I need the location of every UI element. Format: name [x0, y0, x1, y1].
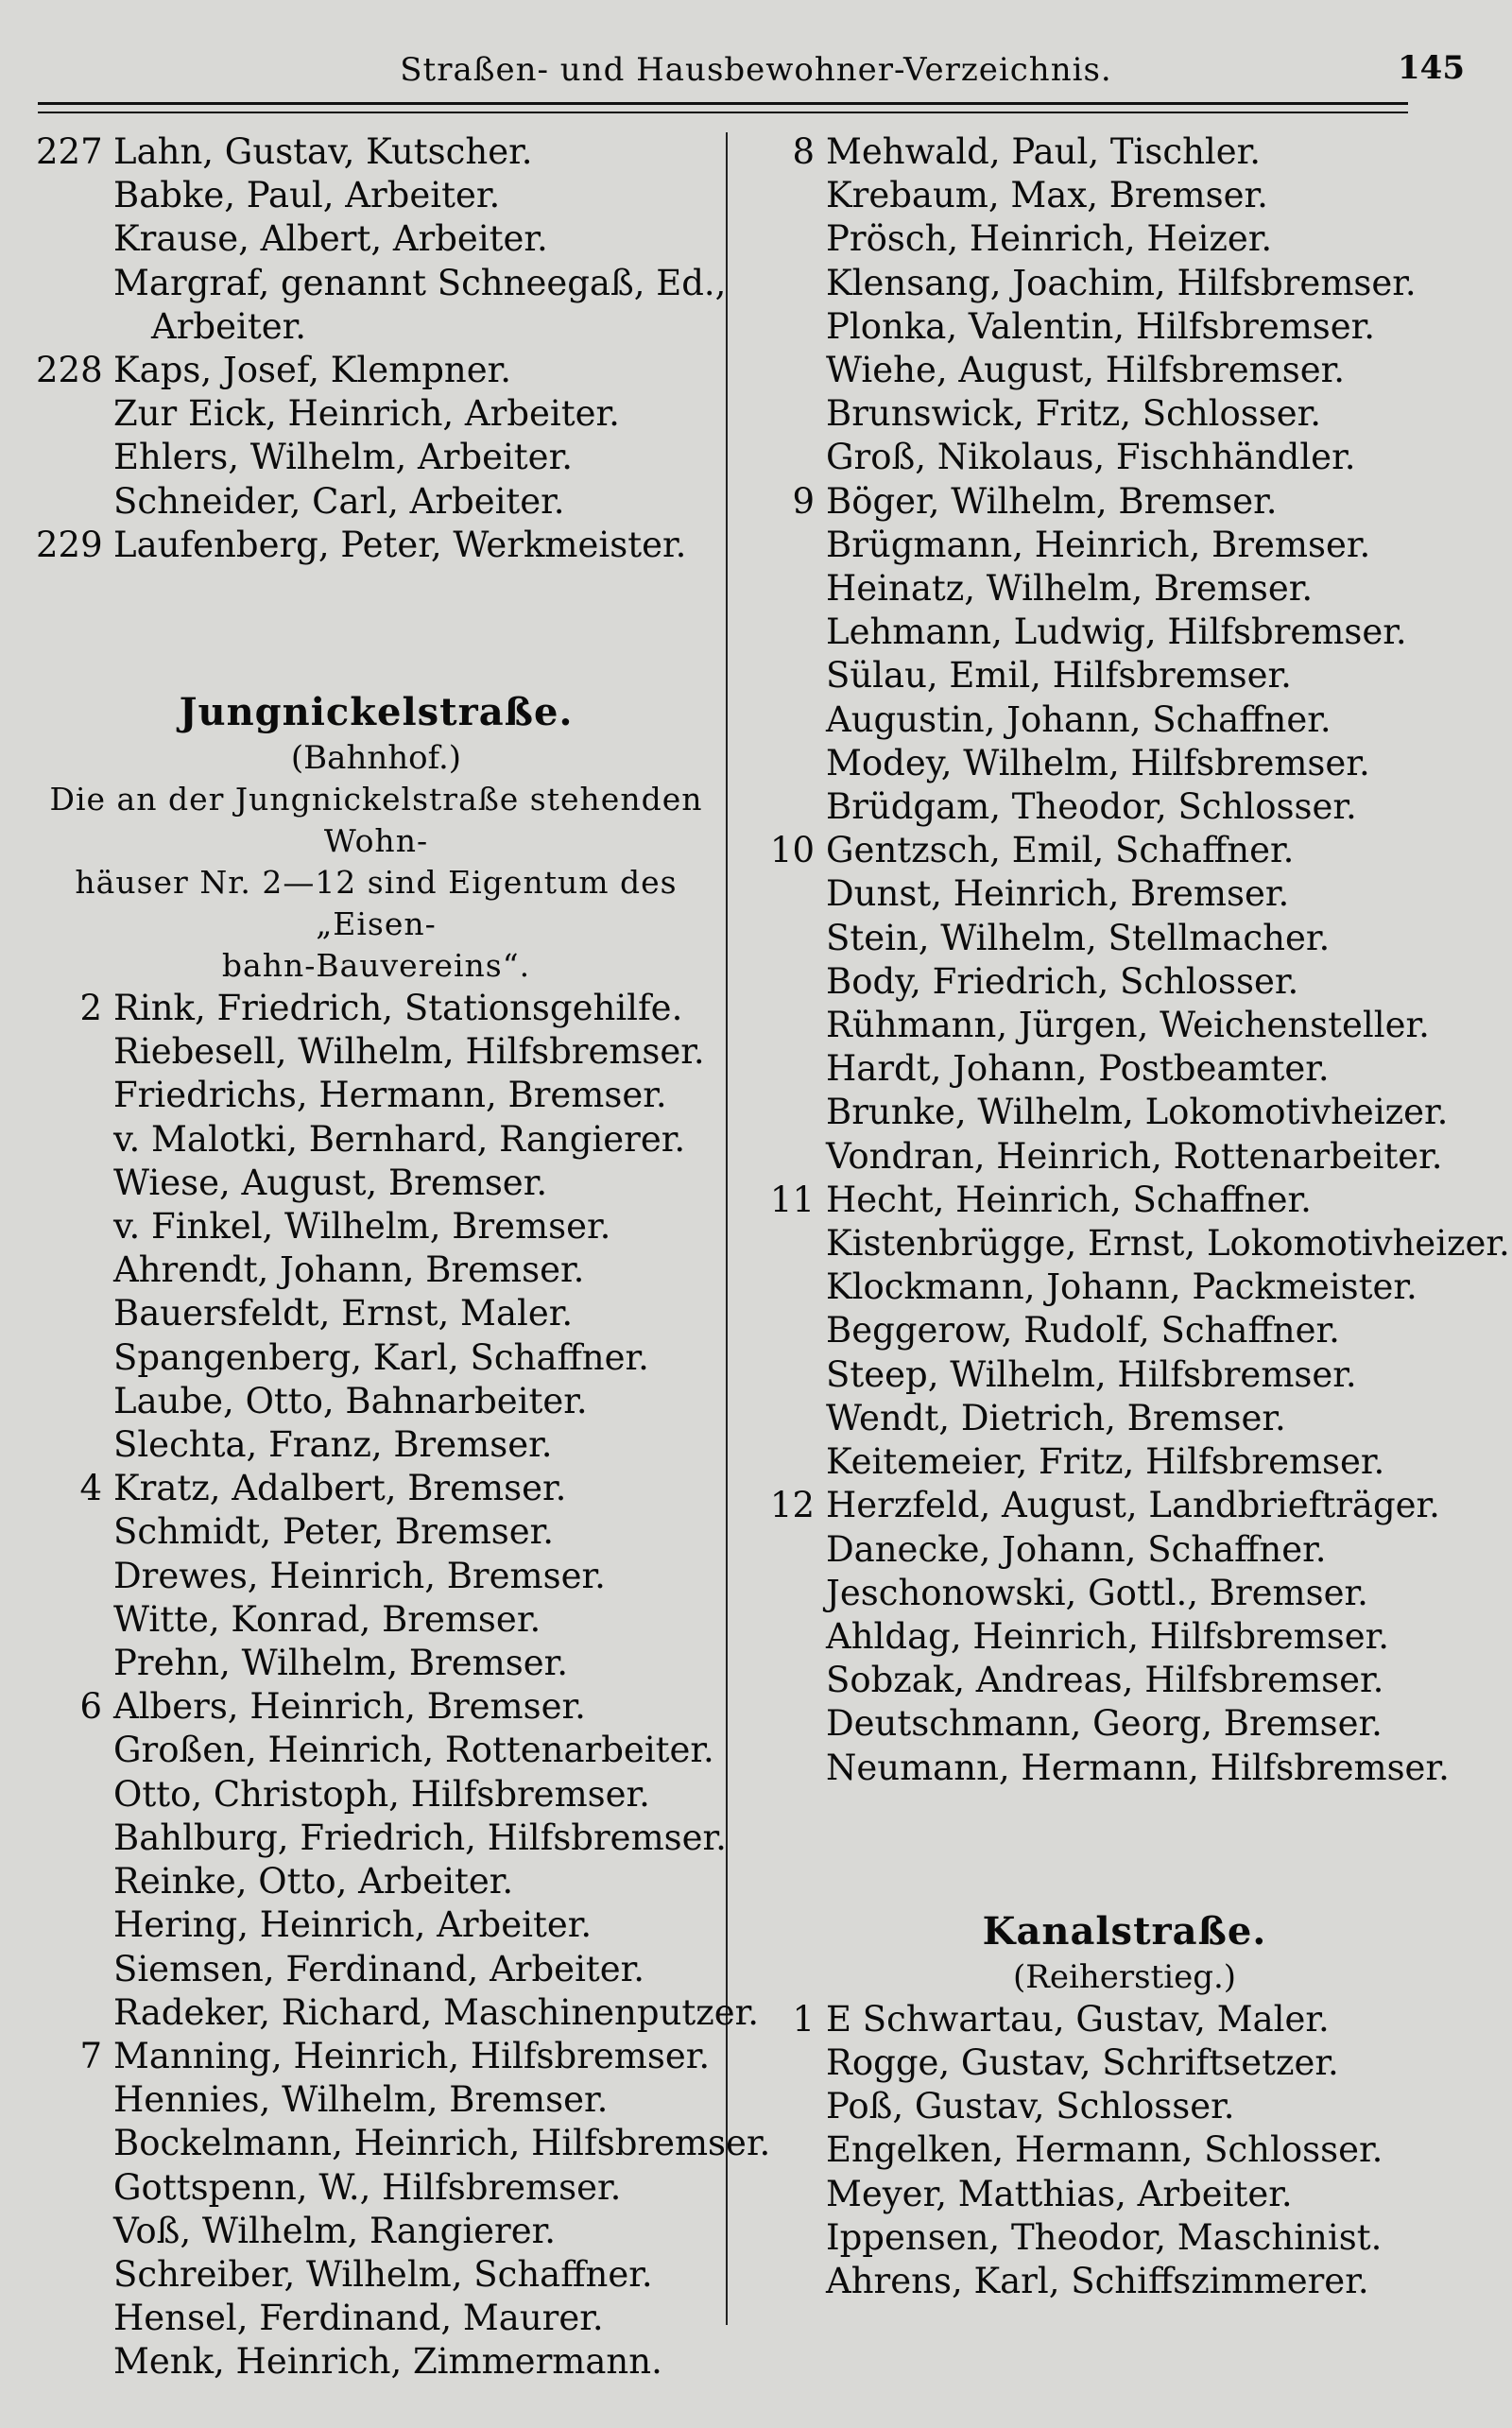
house-number — [756, 567, 826, 611]
list-item — [36, 1423, 716, 1467]
list-item — [36, 1685, 716, 1729]
resident-entry: Laufenberg, Peter, Werkmeister. — [113, 524, 687, 565]
resident-entry: Margraf, genannt Schneegaß, Ed., — [113, 262, 727, 303]
house-number: 227 — [36, 131, 103, 172]
house-number — [36, 1030, 113, 1074]
street-note-line: Die an der Jungnickelstraße stehenden Wohn- — [49, 781, 703, 860]
house-number — [36, 1903, 113, 1947]
house-number: 12 — [769, 1485, 815, 1526]
house-number — [756, 1353, 826, 1397]
resident-entry: Witte, Konrad, Bremser. — [113, 1598, 541, 1640]
resident-entry: Kaps, Josef, Klempner. — [113, 350, 512, 391]
resident-entry: Modey, Wilhelm, Hilfsbremser. — [826, 742, 1370, 784]
resident-entry: Brüdgam, Theodor, Schlosser. — [826, 786, 1357, 828]
resident-entry: Keitemeier, Fritz, Hilfsbremser. — [826, 1441, 1385, 1483]
house-number — [36, 436, 113, 479]
resident-entry: E Schwartau, Gustav, Maler. — [826, 1998, 1330, 2040]
list-item — [36, 1642, 716, 1685]
house-number — [36, 262, 113, 305]
list-item — [36, 1991, 760, 2035]
house-number — [36, 1555, 113, 1598]
resident-entry: Beggerow, Rudolf, Schaffner. — [826, 1310, 1340, 1352]
header-rule-thin — [38, 112, 1408, 113]
resident-entry: Sobzak, Andreas, Hilfsbremser. — [826, 1660, 1384, 1701]
resident-entry: Böger, Wilhelm, Bremser. — [826, 480, 1278, 522]
list-item — [756, 1998, 1493, 2041]
street-note-line: häuser Nr. 2—12 sind Eigentum des „Eisen- — [75, 864, 678, 943]
list-item — [756, 960, 1493, 1004]
house-number — [756, 2128, 826, 2172]
house-number — [36, 174, 113, 217]
street-heading-kanalstrasse — [756, 1907, 1493, 1998]
list-item — [756, 436, 1493, 479]
house-number: 6 — [79, 1686, 102, 1728]
house-number — [756, 917, 826, 960]
house-number: 9 — [792, 480, 815, 522]
list-item — [756, 262, 1493, 305]
house-number — [36, 1118, 113, 1162]
right-column — [756, 130, 1510, 2303]
resident-entry: Kratz, Adalbert, Bremser. — [113, 1468, 567, 1509]
list-item — [36, 1903, 716, 1947]
page-header — [38, 45, 1474, 100]
house-number — [756, 785, 826, 829]
list-item — [756, 524, 1493, 567]
resident-entry: Bockelmann, Heinrich, Hilfsbremser. — [113, 2123, 771, 2164]
resident-entry: Hecht, Heinrich, Schaffner. — [826, 1179, 1312, 1220]
street-title: Kanalstraße. — [982, 1908, 1267, 1954]
list-item — [756, 698, 1493, 742]
house-number — [36, 1948, 113, 1991]
resident-entry: Rühmann, Jürgen, Weichensteller. — [826, 1005, 1430, 1046]
list-item — [756, 1484, 1493, 1527]
list-item — [36, 1336, 716, 1380]
house-number — [36, 2253, 113, 2297]
house-number — [756, 1572, 826, 1615]
house-number — [36, 1423, 113, 1467]
house-number — [756, 2173, 826, 2216]
resident-entry: Krause, Albert, Arbeiter. — [113, 218, 548, 260]
resident-entry: Friedrichs, Hermann, Bremser. — [113, 1075, 667, 1116]
list-item — [756, 1091, 1493, 1134]
house-number: 229 — [36, 524, 103, 565]
resident-entry: Laube, Otto, Bahnarbeiter. — [113, 1380, 588, 1421]
house-number — [756, 2260, 826, 2303]
resident-entry: Gottspenn, W., Hilfsbremser. — [113, 2166, 622, 2208]
resident-entry: Wendt, Dietrich, Bremser. — [826, 1397, 1286, 1438]
house-number — [36, 2297, 113, 2340]
house-number — [756, 960, 826, 1004]
list-item — [756, 567, 1493, 611]
resident-entry: Hering, Heinrich, Arbeiter. — [113, 1904, 593, 1946]
left-entries — [36, 987, 771, 2385]
resident-entry: Ehlers, Wilhelm, Arbeiter. — [113, 437, 573, 478]
list-item — [756, 611, 1493, 654]
house-number — [36, 2122, 113, 2165]
resident-entry: Brügmann, Heinrich, Bremser. — [826, 524, 1371, 565]
house-number — [36, 1248, 113, 1292]
house-number — [756, 217, 826, 261]
list-item — [756, 1004, 1493, 1047]
list-item — [36, 1162, 716, 1205]
list-item — [36, 2122, 771, 2165]
resident-entry: Augustin, Johann, Schaffner. — [826, 698, 1332, 740]
house-number — [756, 1309, 826, 1352]
house-number — [756, 436, 826, 479]
list-item — [756, 305, 1493, 349]
street-subtitle: (Reiherstieg.) — [1012, 1957, 1237, 1996]
house-number — [36, 1380, 113, 1423]
resident-entry: Ahldag, Heinrich, Hilfsbremser. — [826, 1615, 1389, 1657]
resident-entry: v. Finkel, Wilhelm, Bremser. — [113, 1206, 611, 1248]
house-number: 7 — [79, 2035, 102, 2076]
list-item — [36, 1773, 716, 1817]
list-item — [36, 1248, 716, 1292]
resident-entry: Ippensen, Theodor, Maschinist. — [826, 2216, 1383, 2258]
house-number — [36, 1205, 113, 1248]
resident-entry: Wiese, August, Bremser. — [113, 1162, 548, 1203]
house-number: 11 — [769, 1179, 815, 1220]
house-number — [756, 2041, 826, 2085]
street-subtitle: (Bahnhof.) — [290, 739, 462, 778]
list-item — [756, 1309, 1493, 1352]
list-item — [756, 2085, 1493, 2128]
house-number — [756, 2216, 826, 2260]
list-item — [756, 1047, 1493, 1091]
resident-entry: Lahn, Gustav, Kutscher. — [113, 131, 533, 172]
house-number — [756, 1659, 826, 1702]
house-number — [36, 217, 113, 261]
list-item — [36, 436, 716, 479]
house-number — [756, 1702, 826, 1746]
list-item — [36, 392, 716, 436]
house-number — [36, 1817, 113, 1860]
list-item — [36, 1948, 716, 1991]
resident-entry: v. Malotki, Bernhard, Rangierer. — [113, 1118, 686, 1160]
resident-entry: Radeker, Richard, Maschinenputzer. — [113, 1991, 760, 2033]
house-number: 2 — [79, 988, 102, 1029]
list-item — [36, 130, 716, 174]
house-number — [756, 1047, 826, 1091]
house-number — [36, 305, 113, 349]
list-item — [36, 2078, 716, 2122]
resident-entry: Body, Friedrich, Schlosser. — [826, 960, 1299, 1002]
list-item — [36, 524, 716, 567]
resident-entry: Jeschonowski, Gottl., Bremser. — [826, 1572, 1368, 1613]
list-item — [36, 1074, 716, 1117]
house-number — [36, 1991, 113, 2035]
list-item — [36, 1118, 716, 1162]
house-number — [36, 392, 113, 436]
list-item — [36, 2253, 716, 2297]
resident-entry: Babke, Paul, Arbeiter. — [113, 175, 501, 216]
house-number — [756, 392, 826, 436]
resident-entry: Engelken, Hermann, Schlosser. — [826, 2129, 1383, 2171]
list-item — [36, 1205, 716, 1248]
resident-entry: Kistenbrügge, Ernst, Lokomotivheizer. — [826, 1223, 1510, 1265]
resident-entry: Rink, Friedrich, Stationsgehilfe. — [113, 988, 683, 1029]
house-number — [36, 1642, 113, 1685]
house-number — [756, 1004, 826, 1047]
header-rule — [38, 102, 1408, 105]
house-number — [756, 305, 826, 349]
list-item — [756, 1222, 1510, 1266]
house-number — [36, 1598, 113, 1642]
list-item — [756, 1572, 1493, 1615]
list-item — [756, 654, 1493, 697]
resident-entry: Herzfeld, August, Landbriefträger. — [826, 1485, 1440, 1526]
resident-entry: Albers, Heinrich, Bremser. — [113, 1686, 586, 1728]
house-number — [756, 742, 826, 785]
resident-entry: Ahrens, Karl, Schiffszimmerer. — [826, 2260, 1369, 2301]
house-number — [756, 1440, 826, 1484]
resident-entry: Hardt, Johann, Postbeamter. — [826, 1048, 1330, 1090]
list-item — [36, 1729, 716, 1772]
list-item — [756, 1179, 1493, 1222]
list-item — [36, 2035, 716, 2078]
list-item — [756, 392, 1493, 436]
house-number — [36, 1729, 113, 1772]
resident-entry: Spangenberg, Karl, Schaffner. — [113, 1336, 649, 1378]
street-note-line: bahn-Bauvereins“. — [221, 947, 531, 985]
house-number — [756, 524, 826, 567]
list-item — [36, 1467, 716, 1510]
house-number — [756, 1091, 826, 1134]
list-item — [756, 1702, 1493, 1746]
house-number — [36, 1860, 113, 1903]
resident-entry: Sülau, Emil, Hilfsbremser. — [826, 655, 1292, 697]
resident-entry: Voß, Wilhelm, Rangierer. — [113, 2210, 557, 2251]
list-item — [756, 2173, 1493, 2216]
resident-entry: Otto, Christoph, Hilfsbremser. — [113, 1773, 650, 1815]
list-item — [36, 349, 716, 392]
house-number — [756, 1135, 826, 1179]
house-number — [756, 654, 826, 697]
list-item — [756, 1266, 1493, 1309]
house-number — [36, 1162, 113, 1205]
house-number — [756, 1397, 826, 1440]
resident-entry: Klockmann, Johann, Packmeister. — [826, 1266, 1418, 1308]
list-item — [36, 1292, 716, 1335]
house-number: 4 — [79, 1468, 102, 1509]
resident-entry: Großen, Heinrich, Rottenarbeiter. — [113, 1730, 714, 1771]
resident-entry: Ahrendt, Johann, Bremser. — [113, 1249, 585, 1291]
house-number — [36, 2078, 113, 2122]
list-item — [36, 2210, 716, 2253]
list-item — [36, 217, 716, 261]
resident-entry: Siemsen, Ferdinand, Arbeiter. — [113, 1948, 645, 1989]
house-number — [36, 2210, 113, 2253]
left-entries-top — [36, 130, 727, 567]
resident-entry: Heinatz, Wilhelm, Bremser. — [826, 568, 1314, 610]
resident-entry: Zur Eick, Heinrich, Arbeiter. — [113, 393, 620, 435]
list-item — [756, 1747, 1493, 1790]
resident-entry: Gentzsch, Emil, Schaffner. — [826, 830, 1295, 871]
list-item — [36, 480, 716, 524]
house-number: 8 — [792, 131, 815, 172]
list-item — [756, 742, 1493, 785]
resident-entry: Neumann, Hermann, Hilfsbremser. — [826, 1747, 1450, 1788]
resident-entry: Meyer, Matthias, Arbeiter. — [826, 2173, 1293, 2214]
list-item — [756, 2128, 1493, 2172]
street-title: Jungnickelstraße. — [179, 690, 574, 735]
resident-entry: Mehwald, Paul, Tischler. — [826, 131, 1262, 172]
house-number — [36, 2340, 113, 2384]
list-item — [756, 1528, 1493, 1572]
resident-entry: Brunke, Wilhelm, Lokomotivheizer. — [826, 1092, 1449, 1133]
house-number — [756, 1528, 826, 1572]
house-number — [756, 349, 826, 392]
house-number — [756, 1222, 826, 1266]
house-number — [756, 872, 826, 916]
resident-entry: Deutschmann, Georg, Bremser. — [826, 1703, 1383, 1745]
house-number — [36, 1510, 113, 1554]
house-number — [36, 1336, 113, 1380]
list-item — [756, 1615, 1493, 1659]
list-item — [756, 1135, 1493, 1179]
resident-entry: Groß, Nikolaus, Fischhändler. — [826, 437, 1356, 478]
list-item — [756, 1397, 1493, 1440]
resident-entry: Rogge, Gustav, Schriftsetzer. — [826, 2041, 1339, 2083]
list-item — [756, 785, 1493, 829]
resident-entry: Plonka, Valentin, Hilfsbremser. — [826, 305, 1376, 347]
list-item — [756, 349, 1493, 392]
list-item — [36, 1030, 716, 1074]
left-column — [36, 130, 771, 2385]
resident-entry: Dunst, Heinrich, Bremser. — [826, 873, 1290, 915]
list-item — [36, 987, 716, 1030]
resident-entry: Danecke, Johann, Schaffner. — [826, 1528, 1327, 1570]
list-item — [756, 872, 1493, 916]
resident-entry: Reinke, Otto, Arbeiter. — [113, 1861, 514, 1903]
resident-entry: Wiehe, August, Hilfsbremser. — [826, 350, 1346, 391]
list-item — [36, 1510, 716, 1554]
house-number: 10 — [769, 830, 815, 871]
list-item — [756, 1353, 1493, 1397]
list-item — [36, 262, 727, 305]
house-number — [756, 2085, 826, 2128]
house-number — [756, 1747, 826, 1790]
page-number: 145 — [1398, 49, 1465, 87]
resident-entry: Manning, Heinrich, Hilfsbremser. — [113, 2035, 711, 2076]
list-item — [756, 130, 1493, 174]
list-item — [756, 2041, 1493, 2085]
right-entries-bottom — [756, 1998, 1493, 2303]
list-item — [756, 829, 1493, 872]
resident-entry: Krebaum, Max, Bremser. — [826, 175, 1268, 216]
resident-entry: Prösch, Heinrich, Heizer. — [826, 218, 1273, 260]
resident-entry: Poß, Gustav, Schlosser. — [826, 2086, 1235, 2127]
house-number — [36, 2166, 113, 2210]
resident-entry: Bauersfeldt, Ernst, Maler. — [113, 1293, 574, 1335]
resident-entry: Menk, Heinrich, Zimmermann. — [113, 2341, 662, 2383]
list-item — [756, 2260, 1493, 2303]
list-item — [36, 1555, 716, 1598]
list-item — [756, 1440, 1493, 1484]
resident-entry: Lehmann, Ludwig, Hilfsbremser. — [826, 611, 1407, 653]
house-number: 1 — [792, 1998, 815, 2040]
house-number — [756, 1266, 826, 1309]
list-item — [756, 1659, 1493, 1702]
resident-entry: Schreiber, Wilhelm, Schaffner. — [113, 2253, 653, 2295]
resident-entry: Prehn, Wilhelm, Bremser. — [113, 1643, 568, 1684]
house-number — [756, 174, 826, 217]
list-item — [36, 1598, 716, 1642]
house-number — [756, 1615, 826, 1659]
list-item — [756, 480, 1493, 524]
list-item — [756, 2216, 1493, 2260]
resident-entry: Stein, Wilhelm, Stellmacher. — [826, 917, 1331, 958]
running-title: Straßen- und Hausbewohner-Verzeichnis. — [400, 51, 1112, 89]
right-entries — [756, 130, 1510, 1790]
resident-entry: Hennies, Wilhelm, Bremser. — [113, 2079, 609, 2121]
list-item — [756, 917, 1493, 960]
house-number — [756, 262, 826, 305]
list-item — [36, 305, 716, 349]
house-number — [36, 1074, 113, 1117]
resident-entry: Hensel, Ferdinand, Maurer. — [113, 2298, 604, 2339]
house-number — [36, 1292, 113, 1335]
house-number — [36, 1773, 113, 1817]
list-item — [36, 174, 716, 217]
list-item — [36, 2166, 716, 2210]
resident-entry: Steep, Wilhelm, Hilfsbremser. — [826, 1353, 1357, 1395]
house-number: 228 — [36, 350, 103, 391]
list-item — [36, 1860, 716, 1903]
list-item — [36, 2297, 716, 2340]
house-number — [36, 480, 113, 524]
house-number — [756, 611, 826, 654]
resident-entry: Drewes, Heinrich, Bremser. — [113, 1555, 606, 1596]
list-item — [36, 2340, 716, 2384]
resident-entry: Arbeiter. — [151, 305, 306, 347]
resident-entry: Bahlburg, Friedrich, Hilfsbremser. — [113, 1817, 727, 1858]
list-item — [36, 1380, 716, 1423]
resident-entry: Schmidt, Peter, Bremser. — [113, 1511, 555, 1553]
resident-entry: Brunswick, Fritz, Schlosser. — [826, 393, 1322, 435]
house-number — [756, 698, 826, 742]
resident-entry: Schneider, Carl, Arbeiter. — [113, 480, 565, 522]
resident-entry: Slechta, Franz, Bremser. — [113, 1424, 553, 1466]
resident-entry: Klensang, Joachim, Hilfsbremser. — [826, 262, 1417, 303]
list-item — [36, 1817, 727, 1860]
resident-entry: Riebesell, Wilhelm, Hilfsbremser. — [113, 1031, 705, 1073]
resident-entry: Vondran, Heinrich, Rottenarbeiter. — [826, 1135, 1443, 1177]
list-item — [756, 174, 1493, 217]
list-item — [756, 217, 1493, 261]
street-heading-jungnickelstrasse — [36, 688, 716, 987]
